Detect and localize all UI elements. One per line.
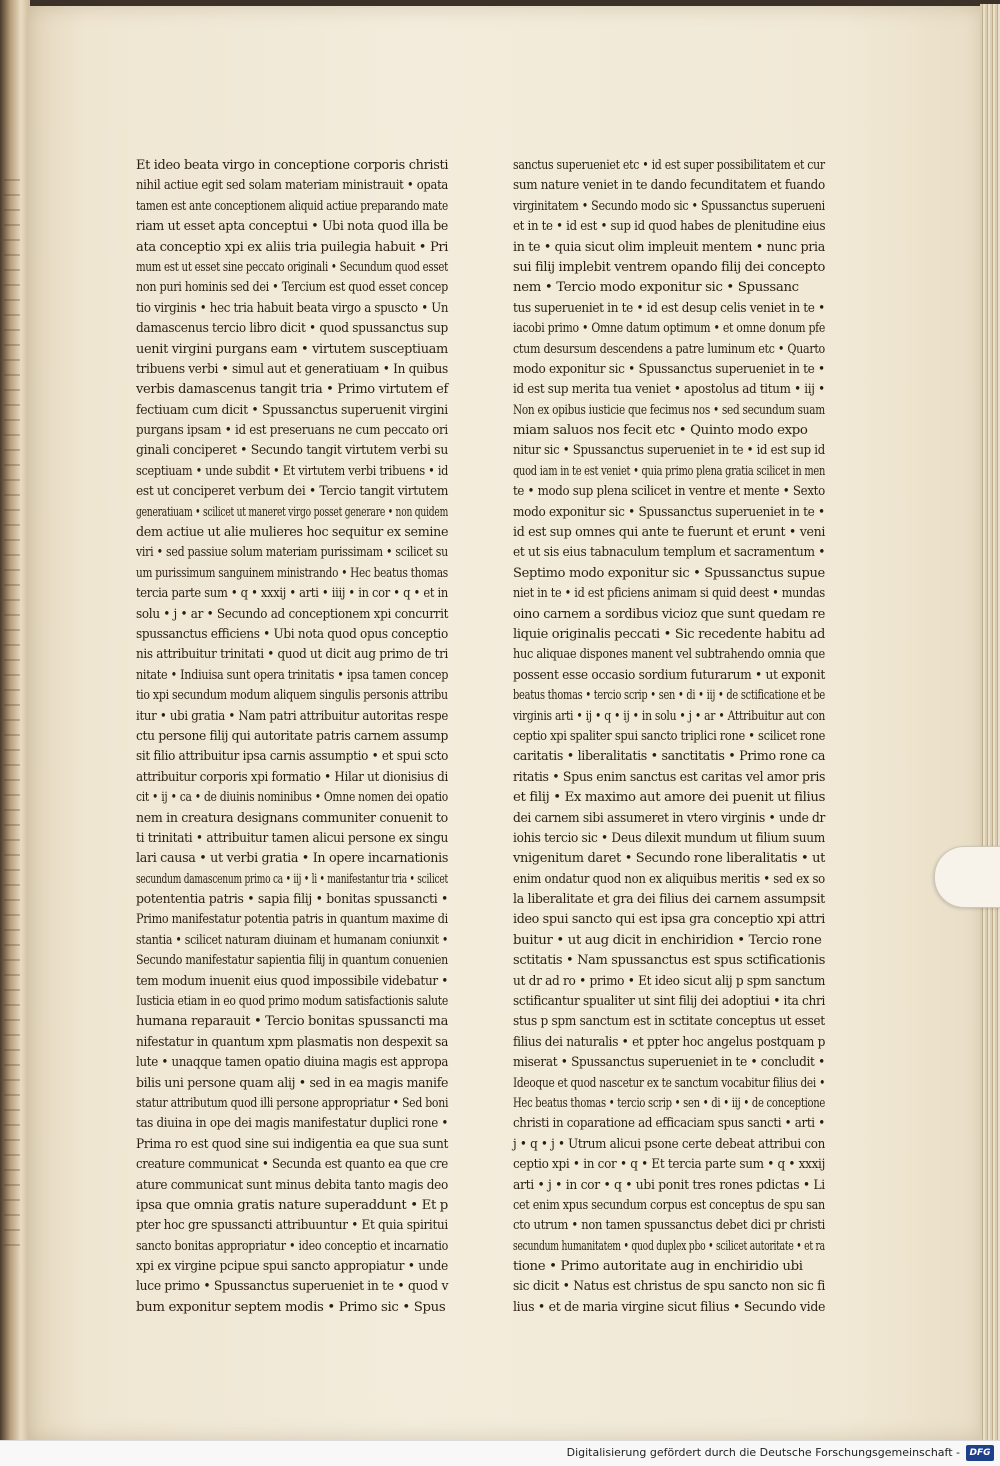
- line-text: Secundo manifestatur sapientia filij in quantum conuenien: [136, 953, 448, 969]
- line-text: cet enim xpus secundum corpus est conceptus de spu san: [513, 1197, 825, 1213]
- line-text: ctum desursum descendens a patre luminum etc • Quarto: [513, 341, 825, 357]
- line-text: niet in te • id est pficiens animam si quid deest • mundas: [513, 586, 825, 602]
- line-text: lari causa • ut verbi gratia • In opere incarnationis: [136, 851, 449, 867]
- line-text: ti trinitati • attribuitur tamen alicui persone ex singu: [136, 830, 449, 846]
- line-text: oino carnem a sordibus vicioz que sunt quedam re: [513, 606, 826, 622]
- line-text: filius dei naturalis • et ppter hoc angelus postquam p: [513, 1034, 826, 1050]
- line-text: nitur sic • Spussanctus superueniet in te • id est sup id: [513, 443, 825, 459]
- line-text: sanctus superueniet etc • id est super possibilitatem et cur: [513, 158, 825, 173]
- text-line: [513, 584, 964, 604]
- text-line: [513, 727, 964, 747]
- line-text: nitate • Indiuisa sunt opera trinitatis • ipsa tamen concep: [136, 667, 449, 683]
- text-line: [513, 1196, 964, 1216]
- text-line: [513, 340, 964, 360]
- line-text: tus superueniet in te • id est desup celis veniet in te •: [513, 300, 825, 316]
- line-text: sancto bonitas appropriatur • ideo conceptio et incarnatio: [136, 1238, 449, 1254]
- line-text: la liberalitate et gra dei filius dei carnem assumpsit: [513, 892, 825, 908]
- line-text: tamen est ante conceptionem aliquid actiue preparando mate: [136, 198, 448, 214]
- line-text: bum exponitur septem modis • Primo sic • Spus: [136, 1299, 446, 1315]
- line-text: luce primo • Spussanctus superueniet in te • quod v: [136, 1279, 449, 1295]
- text-line: [513, 482, 964, 502]
- line-text: ceptio xpi spaliter spui sancto triplici rone • scilicet rone: [513, 728, 826, 744]
- line-text: uenit virgini purgans eam • virtutem susceptiuam: [136, 341, 448, 357]
- line-text: in te • quia sicut olim impleuit mentem • nunc pria: [513, 239, 825, 255]
- line-text: et ut sis eius tabnaculum templum et sacramentum •: [513, 545, 826, 561]
- line-text: j • q • j • Utrum alicui psone certe debeat attribui con: [513, 1136, 826, 1152]
- line-text: lius • et de maria virgine sicut filius • Secundo vide: [513, 1299, 826, 1315]
- text-line: [513, 1114, 964, 1134]
- line-text: dei carnem sibi assumeret in vtero virginis • unde dr: [513, 810, 826, 826]
- line-text: ritatis • Spus enim sanctus est caritas vel amor pris: [513, 769, 826, 785]
- text-line: [513, 156, 964, 176]
- line-text: miserat • Spussanctus superueniet in te • concludit •: [513, 1055, 825, 1071]
- book-binding: [0, 0, 30, 1440]
- line-text: iacobi primo • Omne datum optimum • et omne donum pfe: [513, 321, 826, 337]
- line-text: damascenus tercio libro dicit • quod spussanctus sup: [136, 321, 448, 337]
- line-text: nem in creatura designans communiter conuenit to: [136, 810, 448, 826]
- text-line: [513, 421, 964, 441]
- text-line: [513, 1155, 964, 1175]
- line-text: lute • unaqque tamen opatio diuina magis est appropa: [136, 1055, 449, 1071]
- line-text: attribuitur corporis xpi formatio • Hilar ut dionisius di: [136, 769, 449, 785]
- text-line: [513, 217, 964, 237]
- text-line: [513, 360, 964, 380]
- text-line: [513, 1298, 964, 1318]
- book-page: [28, 6, 984, 1440]
- text-line: [513, 849, 964, 869]
- text-line: [513, 503, 964, 523]
- line-text: ature communicat sunt minus debita tanto magis deo: [136, 1177, 448, 1193]
- text-line: [513, 666, 964, 686]
- line-text: tio xpi secundum modum aliquem singulis personis attribu: [136, 688, 448, 704]
- page-marker-tab: [934, 846, 1000, 908]
- line-text: tio virginis • hec tria habuit beata virgo a spuscto • Un: [136, 300, 449, 316]
- line-text: buitur • ut aug dicit in enchiridion • Tercio rone: [513, 932, 822, 948]
- text-line: [513, 788, 964, 808]
- line-text: dem actiue ut alie mulieres hoc sequitur ex semine: [136, 525, 449, 541]
- line-text: stantia • scilicet naturam diuinam et humanam coniunxit •: [136, 932, 449, 948]
- line-text: beatus thomas • tercio scrip • sen • di • iij • de sctificatione et be: [513, 688, 825, 704]
- line-text: possent esse occasio sordium futurarum • ut exponit: [513, 667, 825, 683]
- line-text: ctu persone filij qui autoritate patris carnem assump: [136, 728, 449, 744]
- line-text: liquie originalis peccati • Sic recedente habitu ad: [513, 626, 825, 642]
- text-line: [513, 1176, 964, 1196]
- text-line: [513, 462, 964, 482]
- dfg-logo: DFG: [966, 1445, 994, 1461]
- text-line: [513, 707, 964, 727]
- text-line: [513, 278, 964, 298]
- text-line: [513, 319, 964, 339]
- line-text: tribuens verbi • simul aut et generatiuam • In quibus: [136, 361, 448, 377]
- text-line: [513, 870, 964, 890]
- line-text: sctitatis • Nam spussanctus est spus sctificationis: [513, 953, 826, 969]
- text-line: [513, 1257, 964, 1277]
- text-line: [513, 176, 964, 196]
- line-text: et in te • id est • sup id quod habes de plenitudine eius: [513, 219, 826, 235]
- text-line: [513, 829, 964, 849]
- line-text: riam ut esset apta conceptui • Ubi nota quod illa be: [136, 219, 448, 235]
- text-line: [513, 645, 964, 665]
- text-line: [513, 1033, 964, 1053]
- text-line: [513, 686, 964, 706]
- text-line: [513, 1237, 964, 1257]
- text-line: [513, 605, 964, 625]
- text-line: [513, 523, 964, 543]
- text-line: [513, 809, 964, 829]
- line-text: Et ideo beata virgo in conceptione corporis christi: [136, 158, 449, 173]
- line-text: xpi ex virgine pcipue spui sancto appropiatur • unde: [136, 1259, 448, 1275]
- page-stack-edge: [980, 4, 1000, 1440]
- line-text: sum nature veniet in te dando fecunditatem et fuando: [513, 178, 825, 194]
- line-text: generatiuam • scilicet ut maneret virgo posset generare • non quidem: [136, 504, 449, 520]
- text-line: [513, 1216, 964, 1236]
- line-text: arti • j • in cor • q • ubi ponit tres rones pdictas • Li: [513, 1177, 825, 1193]
- line-text: statur attributum quod illi persone appropriatur • Sed boni: [136, 1095, 449, 1111]
- text-line: [513, 1135, 964, 1155]
- line-text: Ideoque et quod nascetur ex te sanctum vocabitur filius dei •: [513, 1075, 826, 1091]
- line-text: virginis arti • ij • q • ij • in solu • j • ar • Attribuitur aut con: [513, 708, 826, 724]
- text-line: [513, 1012, 964, 1032]
- line-text: secundum humanitatem • quod duplex pbo • scilicet autoritate • et ra: [513, 1238, 825, 1254]
- line-text: modo exponitur sic • Spussanctus superueniet in te •: [513, 361, 825, 377]
- line-text: humana reparauit • Tercio bonitas spussancti ma: [136, 1014, 449, 1030]
- line-text: cit • ij • ca • de diuinis nominibus • Omne nomen dei opatio: [136, 790, 448, 806]
- line-text: modo exponitur sic • Spussanctus superueniet in te •: [513, 504, 825, 520]
- line-text: verbis damascenus tangit tria • Primo virtutem ef: [136, 382, 448, 398]
- text-line: [513, 299, 964, 319]
- line-text: sui filij implebit ventrem opando filij dei concepto: [513, 259, 825, 275]
- line-text: creature communicat • Secunda est quanto ea que cre: [136, 1157, 448, 1173]
- text-line: [513, 910, 964, 930]
- line-text: purgans ipsam • id est preseruans ne cum peccato ori: [136, 423, 448, 439]
- text-line: [513, 768, 964, 788]
- line-text: caritatis • liberalitatis • sanctitatis • Primo rone ca: [513, 749, 826, 765]
- line-text: nem • Tercio modo exponitur sic • Spussanc: [513, 280, 799, 296]
- line-text: potententia patris • sapia filij • bonitas spussancti •: [136, 892, 449, 908]
- text-line: [513, 992, 964, 1012]
- line-text: sic dicit • Natus est christus de spu sancto non sic fi: [513, 1279, 826, 1295]
- line-text: sctificantur spualiter ut sint filij dei adoptiui • ita chri: [513, 994, 826, 1010]
- line-text: Prima ro est quod sine sui indigentia ea que sua sunt: [136, 1136, 449, 1152]
- line-text: fectiuam cum dicit • Spussanctus superuenit virgini: [136, 402, 448, 418]
- right-text-column: [513, 156, 964, 1318]
- line-text: Non ex opibus iusticie que fecimus nos • sed secundum suam: [513, 402, 825, 418]
- line-text: quod iam in te est veniet • quia primo plena gratia scilicet in men: [513, 463, 826, 479]
- line-text: nifestatur in quantum xpm plasmatis non despexit sa: [136, 1034, 449, 1050]
- line-text: viri • sed passiue solum materiam purissimam • scilicet su: [136, 545, 448, 561]
- line-text: vnigenitum daret • Secundo rone liberalitatis • ut: [513, 851, 825, 867]
- funding-notice: Digitalisierung gefördert durch die Deutsche Forschungsgemeinschaft -: [566, 1446, 960, 1459]
- line-text: est ut conciperet verbum dei • Tercio tangit virtutem: [136, 484, 449, 500]
- text-line: [513, 931, 964, 951]
- text-line: [513, 951, 964, 971]
- text-line: [513, 1277, 964, 1297]
- facing-page-edge-text: [4, 170, 20, 1250]
- text-line: [513, 543, 964, 563]
- line-text: huc aliquae dispones manent vel subtrahendo omnia que: [513, 647, 825, 663]
- line-text: tem modum inuenit eius quod impossibile videbatur •: [136, 973, 449, 989]
- line-text: itur • ubi gratia • Nam patri attribuitur autoritas respe: [136, 708, 448, 724]
- line-text: sit filio attribuitur ipsa carnis assumptio • et spui scto: [136, 749, 449, 765]
- line-text: et filij • Ex maximo aut amore dei puenit ut filius: [513, 790, 826, 806]
- line-text: te • modo sup plena scilicet in ventre et mente • Sexto: [513, 484, 825, 500]
- text-line: [513, 747, 964, 767]
- line-text: sceptiuam • unde subdit • Et virtutem verbi tribuens • id: [136, 463, 449, 479]
- text-line: [513, 380, 964, 400]
- text-line: [513, 890, 964, 910]
- line-text: Iusticia etiam in eo quod primo modum satisfactionis salute: [136, 994, 449, 1010]
- text-line: [513, 441, 964, 461]
- line-text: pter hoc gre spussancti attribuuntur • Et quia spiritui: [136, 1218, 448, 1234]
- line-text: tas diuina in ope dei magis manifestatur duplici rone •: [136, 1116, 449, 1132]
- text-line: [513, 401, 964, 421]
- line-text: bilis uni persone quam alij • sed in ea magis manife: [136, 1075, 449, 1091]
- line-text: non puri hominis sed dei • Tercium est quod esset concep: [136, 280, 448, 296]
- text-line: [513, 564, 964, 584]
- line-text: stus p spm sanctum est in sctitate conceptus ut esset: [513, 1014, 825, 1030]
- line-text: enim ondatur quod non ex aliquibus meritis • sed ex so: [513, 871, 825, 887]
- text-line: [513, 625, 964, 645]
- line-text: solu • j • ar • Secundo ad conceptionem xpi concurrit: [136, 606, 449, 622]
- line-text: Primo manifestatur potentia patris in quantum maxime di: [136, 912, 448, 928]
- line-text: ideo spui sancto qui est ipsa gra conceptio xpi attri: [513, 912, 825, 928]
- line-text: iohis tercio sic • Deus dilexit mundum ut filium suum: [513, 830, 825, 846]
- line-text: mum est ut esset sine peccato originali • Secundum quod esset: [136, 259, 448, 275]
- line-text: ceptio xpi • in cor • q • Et tercia parte sum • q • xxxij: [513, 1157, 826, 1173]
- line-text: ipsa que omnia gratis nature superaddunt • Et p: [136, 1197, 448, 1213]
- line-text: miam saluos nos fecit etc • Quinto modo expo: [513, 423, 808, 439]
- text-line: [513, 1074, 964, 1094]
- line-text: um purissimum sanguinem ministrando • Hec beatus thomas: [136, 565, 448, 581]
- funding-footer: [0, 1440, 1000, 1466]
- line-text: nis attribuitur trinitati • quod ut dicit aug primo de tri: [136, 647, 448, 663]
- line-text: Hec beatus thomas • tercio scrip • sen • di • iij • de conceptione: [513, 1095, 826, 1111]
- line-text: tione • Primo autoritate aug in enchiridio ubi: [513, 1259, 803, 1275]
- line-text: ut dr ad ro • primo • Et ideo sicut alij p spm sanctum: [513, 973, 826, 989]
- text-line: [513, 1094, 964, 1114]
- line-text: christi in coparatione ad efficaciam spus sancti • arti •: [513, 1116, 825, 1132]
- line-text: Septimo modo exponitur sic • Spussanctus supue: [513, 565, 825, 581]
- line-text: spussanctus efficiens • Ubi nota quod opus conceptio: [136, 626, 448, 642]
- line-text: virginitatem • Secundo modo sic • Spussanctus superueni: [513, 198, 825, 214]
- line-text: ata conceptio xpi ex aliis tria puilegia habuit • Pri: [136, 239, 449, 255]
- text-line: [513, 197, 964, 217]
- line-text: tercia parte sum • q • xxxij • arti • iiij • in cor • q • et in: [136, 586, 448, 602]
- text-line: [513, 1053, 964, 1073]
- line-text: id est sup omnes qui ante te fuerunt et erunt • veni: [513, 525, 826, 541]
- line-text: nihil actiue egit sed solam materiam ministrauit • opata: [136, 178, 449, 194]
- line-text: ginali conciperet • Secundo tangit virtutem verbi su: [136, 443, 449, 459]
- text-line: [513, 258, 964, 278]
- text-line: [513, 972, 964, 992]
- line-text: secundum damascenum primo ca • iij • li • manifestantur tria • scilicet: [136, 871, 448, 887]
- line-text: cto utrum • non tamen spussanctus debet dici pr christi: [513, 1218, 825, 1234]
- line-text: id est sup merita tua veniet • apostolus ad titum • iij •: [513, 382, 825, 398]
- text-line: [513, 238, 964, 258]
